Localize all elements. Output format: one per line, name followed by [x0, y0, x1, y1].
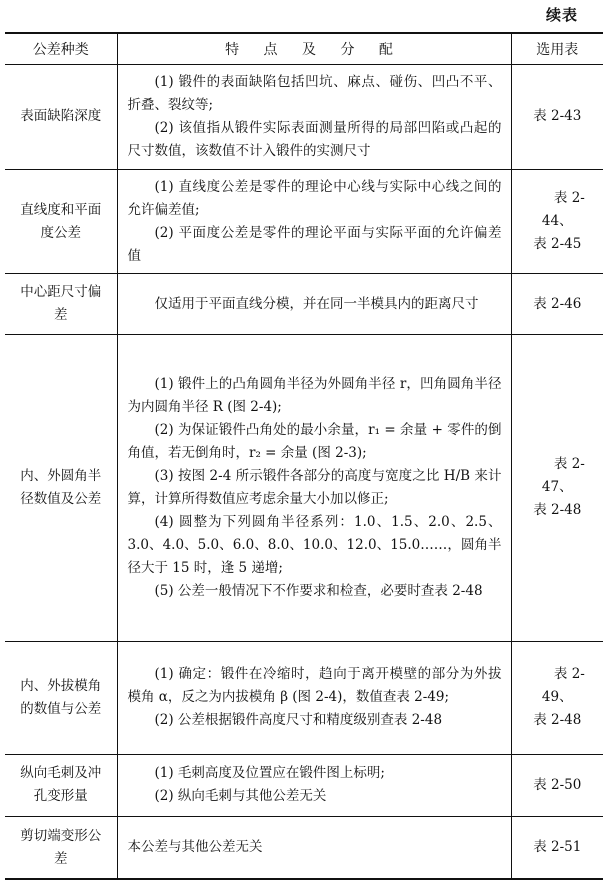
description-paragraph: (1) 锻件的表面缺陷包括凹坑、麻点、碰伤、凹凸不平、折叠、裂纹等; [127, 73, 502, 113]
description-paragraph: 本公差与其他公差无关 [127, 839, 263, 856]
description-paragraph: (5) 公差一般情况下不作要求和检查，必要时查表 2-48 [154, 582, 483, 599]
table-row [5, 641, 603, 754]
description-paragraph: (1) 毛刺高度及位置应在锻件图上标明; [154, 765, 385, 782]
description-paragraph: (1) 锻件上的凸角圆角半径为外圆角半径 r，凹角圆角半径为内圆角半径 R (图 2-4); [127, 375, 502, 415]
description-paragraph: (2) 为保证锻件凸角处的最小余量，r₁ = 余量 + 零件的倒角值，若无倒角时，r₂ = 余量 (图 2-3); [127, 421, 502, 461]
continued-label: 续表 [545, 6, 578, 24]
reference-table-cell [511, 274, 603, 334]
header-features-distribution: 特 点 及 分 配 [117, 33, 511, 65]
description-cell [117, 754, 511, 816]
reference-table-cell [511, 641, 603, 754]
header-tolerance-type: 公差种类 [5, 33, 117, 65]
reference-table-text: 表 2-48 [533, 712, 582, 729]
tolerance-type-cell: 直线度和平面度公差 [5, 169, 117, 274]
description-paragraph: (2) 公差根据锻件高度尺寸和精度级别查表 2-48 [154, 712, 443, 729]
description-cell [117, 817, 511, 879]
table-row [5, 65, 603, 170]
reference-table-cell [511, 334, 603, 641]
tolerance-type-cell: 内、外拔模角的数值与公差 [5, 641, 117, 754]
reference-table-text: 表 2-47、 [541, 456, 585, 496]
tolerance-type-cell: 纵向毛刺及冲孔变形量 [5, 754, 117, 816]
table-row [5, 169, 603, 274]
header-row [5, 33, 603, 65]
reference-table-cell [511, 817, 603, 879]
description-cell [117, 334, 511, 641]
reference-table-text: 表 2-45 [533, 236, 582, 253]
description-paragraph: 仅适用于平面直线分模，并在同一半模具内的距离尺寸 [154, 295, 479, 312]
table-row [5, 274, 603, 334]
table-row [5, 817, 603, 879]
table-row [5, 754, 603, 816]
description-paragraph: (2) 平面度公差是零件的理论平面与实际平面的允许偏差值 [127, 224, 502, 264]
description-cell [117, 169, 511, 274]
description-paragraph: (2) 该值指从锻件实际表面测量所得的局部凹陷或凸起的尺寸数值，该数值不计入锻件的实测尺寸 [127, 119, 502, 159]
reference-table-cell [511, 65, 603, 170]
reference-table-cell [511, 169, 603, 274]
reference-table-text: 表 2-44、 [541, 190, 585, 230]
description-cell [117, 65, 511, 170]
reference-table-text: 表 2-46 [533, 295, 582, 312]
description-cell [117, 641, 511, 754]
reference-table-text: 表 2-43 [533, 108, 582, 125]
description-paragraph: (2) 纵向毛刺与其他公差无关 [154, 788, 327, 805]
table-row [5, 334, 603, 641]
reference-table-text: 表 2-51 [533, 839, 582, 856]
reference-table-cell [511, 754, 603, 816]
tolerance-type-cell: 剪切端变形公差 [5, 817, 117, 879]
description-paragraph: (1) 直线度公差是零件的理论中心线与实际中心线之间的允许偏差值; [127, 178, 502, 218]
description-paragraph: (3) 按图 2-4 所示锻件各部分的高度与宽度之比 H/B 来计算，计算所得数值应考虑余量大小加以修正; [127, 467, 502, 507]
tolerance-table [5, 32, 603, 880]
reference-table-text: 表 2-50 [533, 776, 582, 793]
description-cell [117, 274, 511, 334]
tolerance-type-cell: 内、外圆角半径数值及公差 [5, 334, 117, 641]
reference-table-text: 表 2-49、 [541, 666, 585, 706]
description-paragraph: (1) 确定：锻件在冷缩时，趋向于离开模壁的部分为外拔模角 α，反之为内拔模角 β (图 2-4)，数值查表 2-49; [127, 666, 502, 706]
description-paragraph: (4) 圆整为下列圆角半径系列：1.0、1.5、2.0、2.5、3.0、4.0、5.0、6.0、8.0、10.0、12.0、15.0……，圆角半径大于 15 时，逢 5 递增; [127, 513, 502, 576]
tolerance-type-cell: 中心距尺寸偏差 [5, 274, 117, 334]
header-reference-table: 选用表 [511, 33, 603, 65]
tolerance-type-cell: 表面缺陷深度 [5, 65, 117, 170]
reference-table-text: 表 2-48 [533, 502, 582, 519]
